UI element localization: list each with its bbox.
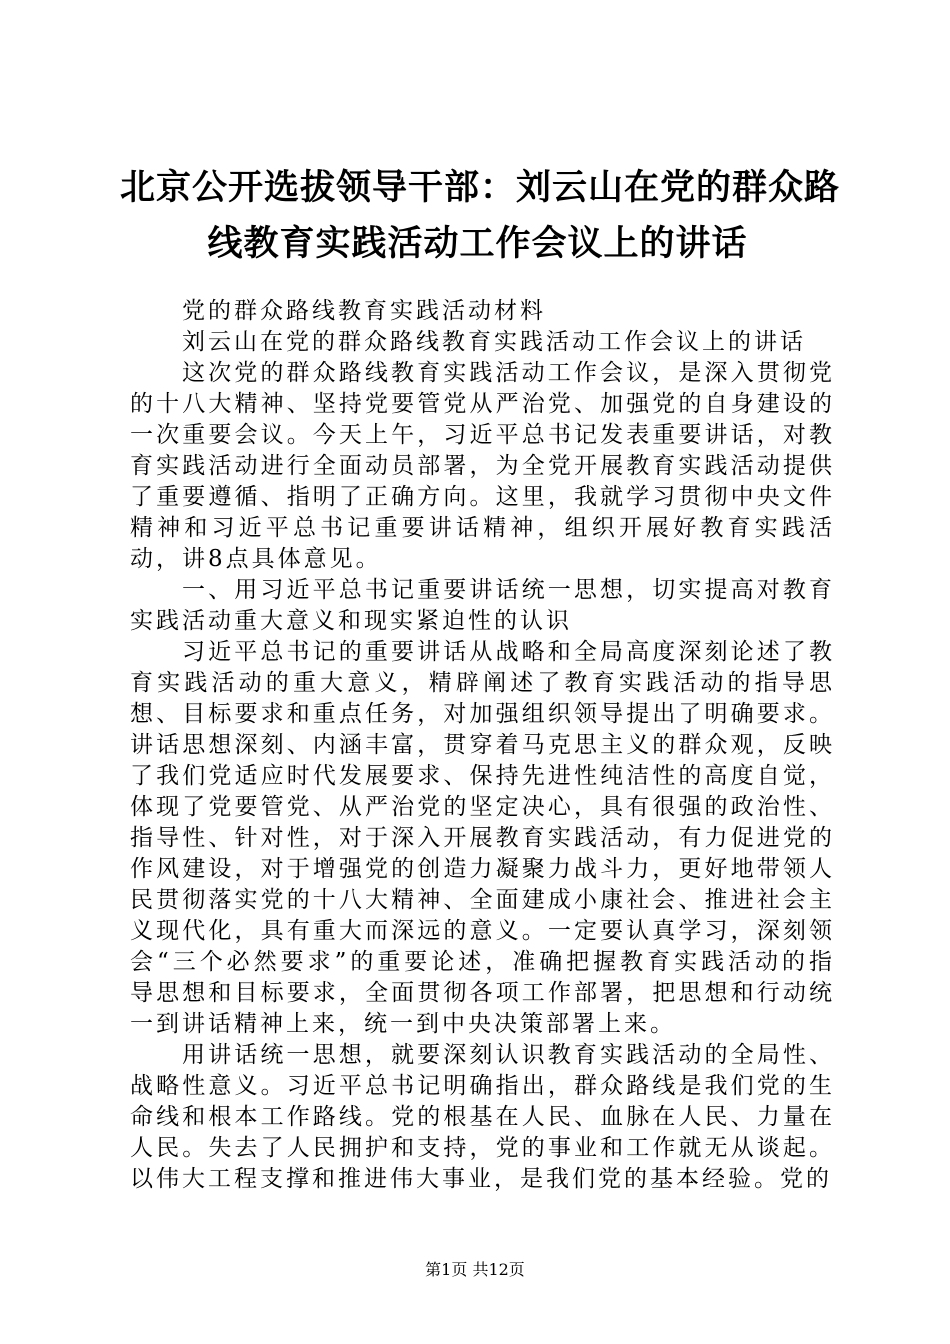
subheading-speech: 刘云山在党的群众路线教育实践活动工作会议上的讲话: [182, 329, 806, 355]
paragraph-unify-thinking: 用讲话统一思想，就要深刻认识教育实践活动的全局性、战略性意义。习近平总书记明确指出，群众路线是我们党的生命线和根本工作路线。党的根基在人民、血脉在人民、力量在人民。失去了人民拥护和支持，党的事业和工作就无从谈起。以伟大工程支撑和推进伟大事业，是我们党的基本经验。党的: [130, 1042, 835, 1192]
paragraph-intro: 这次党的群众路线教育实践活动工作会议，是深入贯彻党的十八大精神、坚持党要管党从严治党、加强党的自身建设的一次重要会议。今天上午，习近平总书记发表重要讲话，对教育实践活动进行全面动员部署，为全党开展教育实践活动提供了重要遵循、指明了正确方向。这里，我就学习贯彻中央文件精神和习近平总书记重要讲话精神，组织开展好教育实践活动，讲8点具体意见。: [130, 360, 835, 572]
subheading-material: 党的群众路线教育实践活动材料: [182, 298, 546, 324]
document-title: [120, 160, 841, 272]
document-body: [130, 296, 835, 1195]
section-heading-1: 一、用习近平总书记重要讲话统一思想，切实提高对教育实践活动重大意义和现实紧迫性的认识: [130, 577, 835, 634]
page-number-footer: 第1页 共12页: [425, 1260, 525, 1279]
title-line-1: 北京公开选拔领导干部：刘云山在党的群众路: [120, 168, 841, 208]
paragraph-significance: 习近平总书记的重要讲话从战略和全局高度深刻论述了教育实践活动的重大意义，精辟阐述了教育实践活动的指导思想、目标要求和重点任务，对加强组织领导提出了明确要求。讲话思想深刻、内涵丰富，贯穿着马克思主义的群众观，反映了我们党适应时代发展要求、保持先进性纯洁性的高度自觉，体现了党要管党、从严治党的坚定决心，具有很强的政治性、指导性、针对性，对于深入开展教育实践活动，有力促进党的作风建设，对于增强党的创造力凝聚力战斗力，更好地带领人民贯彻落实党的十八大精神、全面建成小康社会、推进社会主义现代化，具有重大而深远的意义。一定要认真学习，深刻领会“三个必然要求”的重要论述，准确把握教育实践活动的指导思想和目标要求，全面贯彻各项工作部署，把思想和行动统一到讲话精神上来，统一到中央决策部署上来。: [130, 639, 835, 1037]
title-line-2: 线教育实践活动工作会议上的讲话: [207, 224, 748, 264]
